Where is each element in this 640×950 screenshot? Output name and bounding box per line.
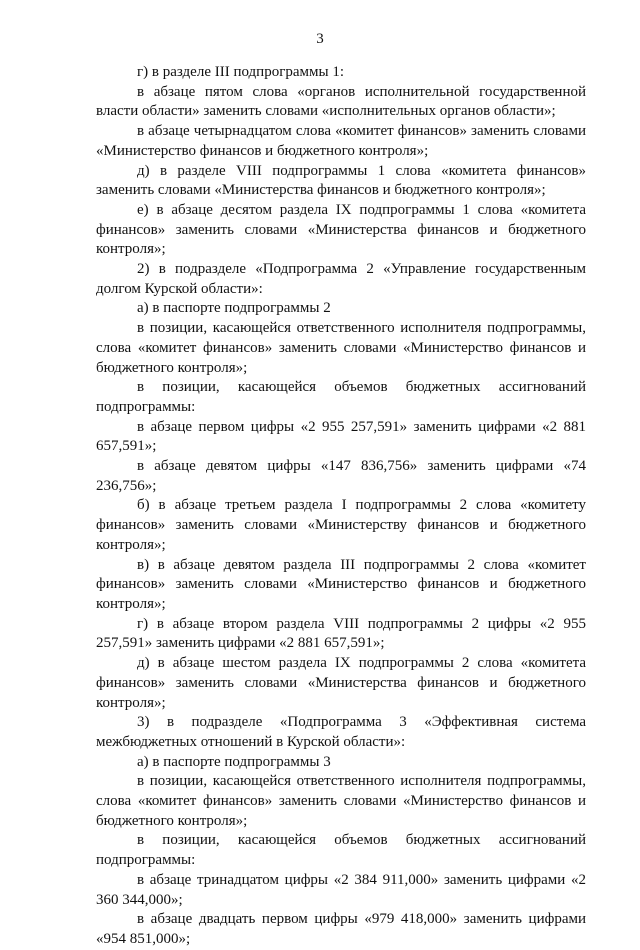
paragraph: а) в паспорте подпрограммы 3 — [137, 753, 331, 770]
paragraph: д) в разделе VIII подпрограммы 1 слова «комитета финансов» заменить словами «Министерства финансов и бюджетного контроля»; — [96, 162, 586, 199]
paragraph: б) в абзаце третьем раздела I подпрограммы 2 слова «комитету финансов» заменить словами «Министерству финансов и бюджетного контроля»; — [96, 497, 586, 553]
paragraph: в абзаце девятом цифры «147 836,756» заменить цифрами «74 236,756»; — [96, 458, 586, 494]
paragraph: в абзаце двадцать первом цифры «979 418,000» заменить цифрами «954 851,000»; — [96, 911, 586, 947]
paragraph: в абзаце четырнадцатом слова «комитет финансов» заменить словами «Министерство финансов и бюджетного контроля»; — [96, 123, 586, 159]
paragraph: в абзаце тринадцатом цифры «2 384 911,000» заменить цифрами «2 360 344,000»; — [96, 871, 586, 908]
paragraph: г) в абзаце втором раздела VIII подпрограммы 2 цифры «2 955 257,591» заменить цифрами «2 881 657,591»; — [96, 615, 586, 652]
paragraph: а) в паспорте подпрограммы 2 — [137, 300, 331, 317]
document-body — [96, 63, 586, 950]
paragraph: в) в абзаце девятом раздела III подпрограммы 2 слова «комитет финансов» заменить словами «Министерство финансов и бюджетного контроля»; — [96, 556, 586, 612]
page-number: 3 — [316, 31, 324, 47]
paragraph: в абзаце пятом слова «органов исполнительной государственной власти области» заменить словами «исполнительных органов области»; — [96, 83, 586, 120]
paragraph: в позиции, касающейся ответственного исполнителя подпрограммы, слова «комитет финансов» заменить словами «Министерство финансов и бюджетного контроля»; — [96, 773, 586, 829]
paragraph: в позиции, касающейся ответственного исполнителя подпрограммы, слова «комитет финансов» заменить словами «Министерство финансов и бюджетного контроля»; — [96, 320, 586, 376]
paragraph: 3) в подразделе «Подпрограмма 3 «Эффективная система межбюджетных отношений в Курской области»: — [96, 714, 586, 750]
paragraph: в позиции, касающейся объемов бюджетных ассигнований подпрограммы: — [96, 832, 586, 869]
paragraph: г) в разделе III подпрограммы 1: — [137, 64, 345, 80]
paragraph: в позиции, касающейся объемов бюджетных ассигнований подпрограммы: — [96, 379, 586, 415]
paragraph: е) в абзаце десятом раздела IX подпрограммы 1 слова «комитета финансов» заменить словами «Министерства финансов и бюджетного контроля»; — [96, 201, 586, 258]
paragraph: 2) в подразделе «Подпрограмма 2 «Управление государственным долгом Курской области»: — [96, 261, 586, 297]
paragraph: в абзаце первом цифры «2 955 257,591» заменить цифрами «2 881 657,591»; — [96, 418, 586, 455]
paragraph: д) в абзаце шестом раздела IX подпрограммы 2 слова «комитета финансов» заменить словами «Министерства финансов и бюджетного контроля»; — [96, 655, 586, 711]
